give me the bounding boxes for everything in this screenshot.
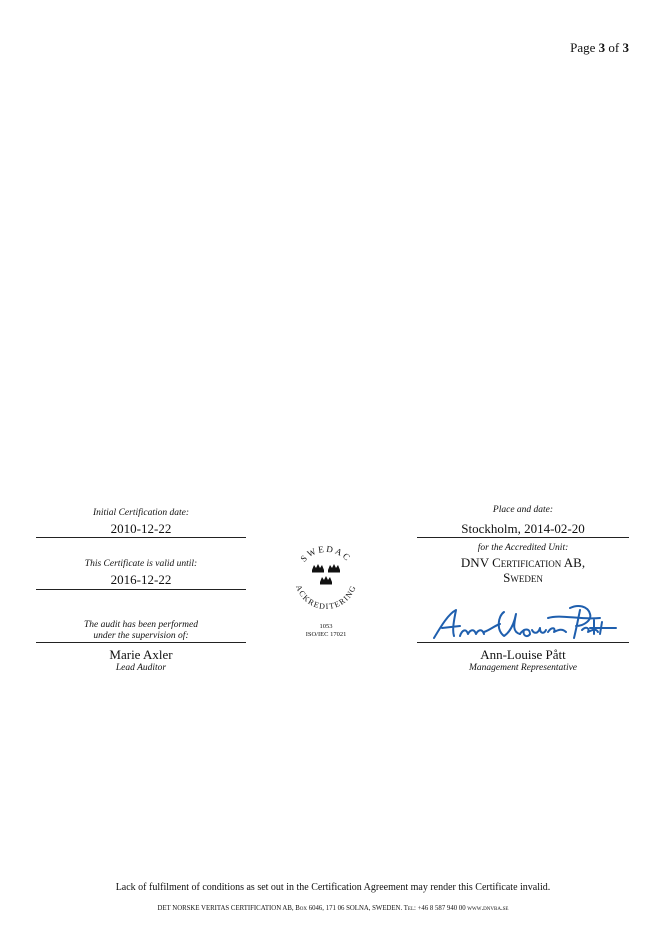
seal-number: 1053: [319, 623, 333, 630]
seal-bottom-text: ACKREDITERING: [294, 583, 358, 612]
divider: [36, 642, 246, 643]
accredited-unit-line2: Sweden: [503, 570, 543, 585]
audit-supervision-label: [36, 620, 246, 642]
auditor-name: Marie Axler: [109, 647, 173, 662]
page-total: 3: [622, 40, 629, 55]
crowns-icon: [312, 564, 340, 585]
audit-label-line1: The audit has been performed: [84, 620, 198, 630]
signer-role: Management Representative: [468, 663, 578, 673]
footer-disclaimer: Lack of fulfilment of conditions as set out in the Certification Agreement may render this Certificate invalid.: [115, 882, 551, 893]
accredited-unit-line1: DNV Certification AB,: [460, 555, 586, 570]
initial-certification-date: 2010-12-22: [110, 521, 172, 536]
audit-label-line2: under the supervision of:: [93, 631, 189, 641]
divider: [417, 642, 629, 643]
place-date-value: Stockholm, 2014-02-20: [461, 521, 585, 536]
valid-until-date: 2016-12-22: [110, 572, 172, 587]
signer-name: Ann-Louise Pått: [480, 647, 566, 662]
initial-certification-label: Initial Certification date:: [92, 508, 190, 518]
seal-top-text: SWEDAC: [298, 543, 354, 564]
page-of: of: [605, 40, 623, 55]
page-current: 3: [598, 40, 606, 55]
divider: [36, 589, 246, 590]
page-number: [570, 40, 629, 56]
valid-until-label: This Certificate is valid until:: [84, 559, 198, 569]
divider: [417, 537, 629, 538]
svg-text:SWEDAC: [298, 544, 353, 564]
footer-address: DET NORSKE VERITAS CERTIFICATION AB, Box 6046, 171 06 SOLNA, SWEDEN. Tel: +46 8 587 940 00 www.dnvba.se: [157, 905, 509, 912]
signature-icon: [430, 600, 620, 646]
divider: [36, 537, 246, 538]
accredited-unit-label: for the Accredited Unit:: [477, 543, 569, 553]
auditor-role: Lead Auditor: [115, 663, 167, 673]
place-date-label: Place and date:: [492, 505, 554, 515]
swedac-seal: [285, 540, 367, 640]
swedac-seal-icon: [285, 540, 367, 618]
svg-text:ACKREDITERING: [294, 584, 358, 611]
page-prefix: Page: [570, 40, 599, 55]
seal-standard: ISO/IEC 17021: [305, 631, 347, 638]
